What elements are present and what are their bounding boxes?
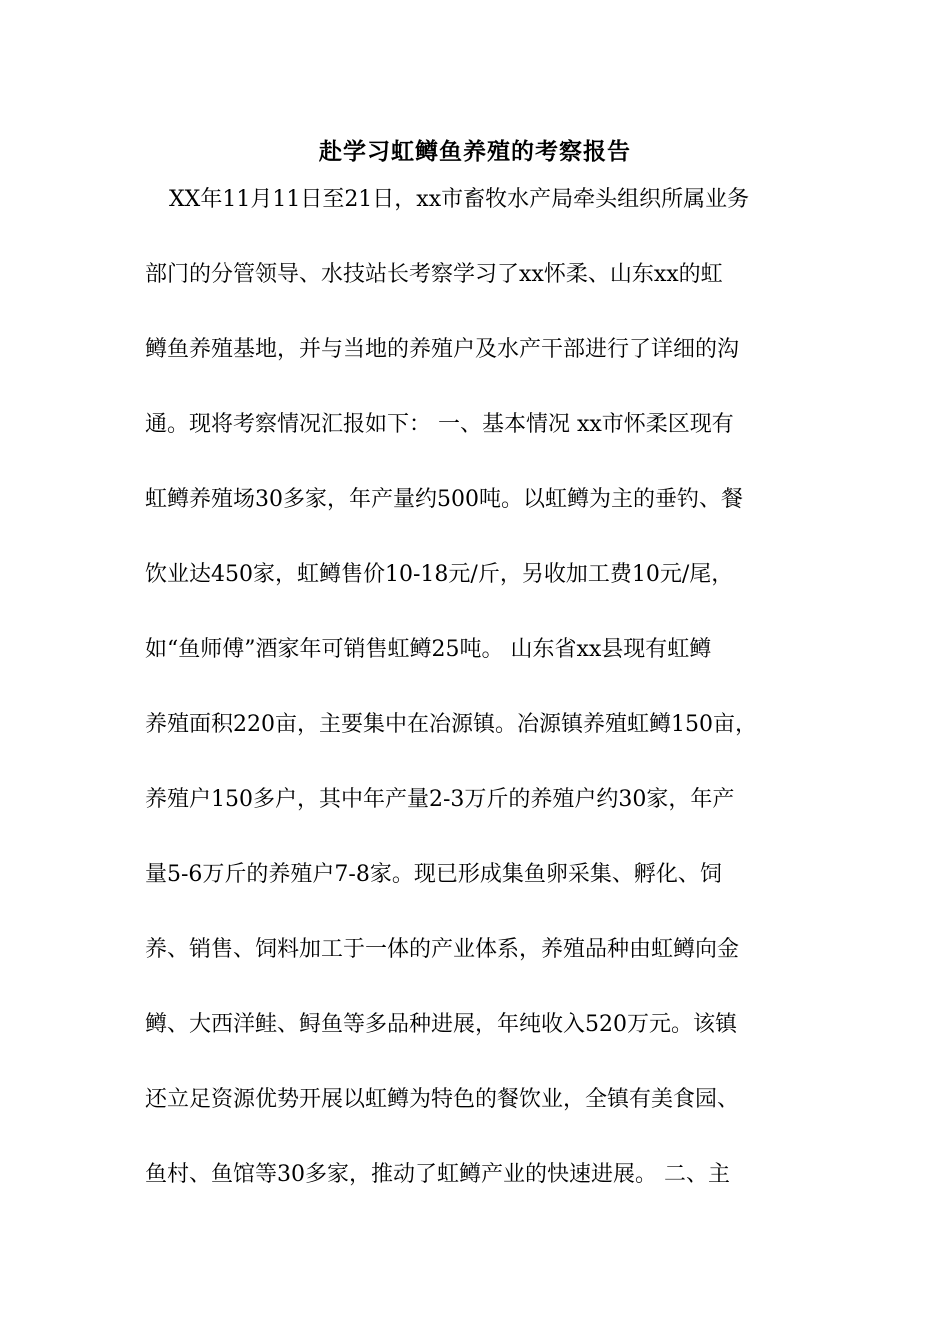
body-line-4: 通。现将考察情况汇报如下： 一、基本情况 xx市怀柔区现有 xyxy=(145,412,734,437)
body-line-10: 量5-6万斤的养殖户7-8家。现已形成集鱼卵采集、孵化、饲 xyxy=(145,862,722,887)
body-line-11: 养、销售、饲料加工于一体的产业体系，养殖品种由虹鳟向金 xyxy=(145,937,740,962)
body-line-6: 饮业达450家，虹鳟售价10-18元/斤，另收加工费10元/尾， xyxy=(145,562,734,587)
body-line-3: 鳟鱼养殖基地，并与当地的养殖户及水产干部进行了详细的沟 xyxy=(145,337,740,362)
body-line-1: XX年11月11日至21日，xx市畜牧水产局牵头组织所属业务 xyxy=(169,187,750,212)
body-line-9: 养殖户150多户，其中年产量2-3万斤的养殖户约30家，年产 xyxy=(145,787,735,812)
body-line-12: 鳟、大西洋鲑、鲟鱼等多品种进展，年纯收入520万元。该镇 xyxy=(145,1012,737,1037)
body-line-5: 虹鳟养殖场30多家，年产量约500吨。以虹鳟为主的垂钓、餐 xyxy=(145,487,743,512)
body-line-7: 如“鱼师傅”酒家年可销售虹鳟25吨。 山东省xx县现有虹鳟 xyxy=(145,637,712,662)
body-line-8: 养殖面积220亩，主要集中在冶源镇。冶源镇养殖虹鳟150亩， xyxy=(145,712,757,737)
document-body xyxy=(145,180,810,1230)
document-title: 赴学习虹鳟鱼养殖的考察报告 xyxy=(319,138,631,165)
body-line-14: 鱼村、鱼馆等30多家，推动了虹鳟产业的快速进展。 二、主 xyxy=(145,1162,730,1187)
body-line-13: 还立足资源优势开展以虹鳟为特色的餐饮业，全镇有美食园、 xyxy=(145,1087,740,1112)
body-line-2: 部门的分管领导、水技站长考察学习了xx怀柔、山东xx的虹 xyxy=(145,262,723,287)
